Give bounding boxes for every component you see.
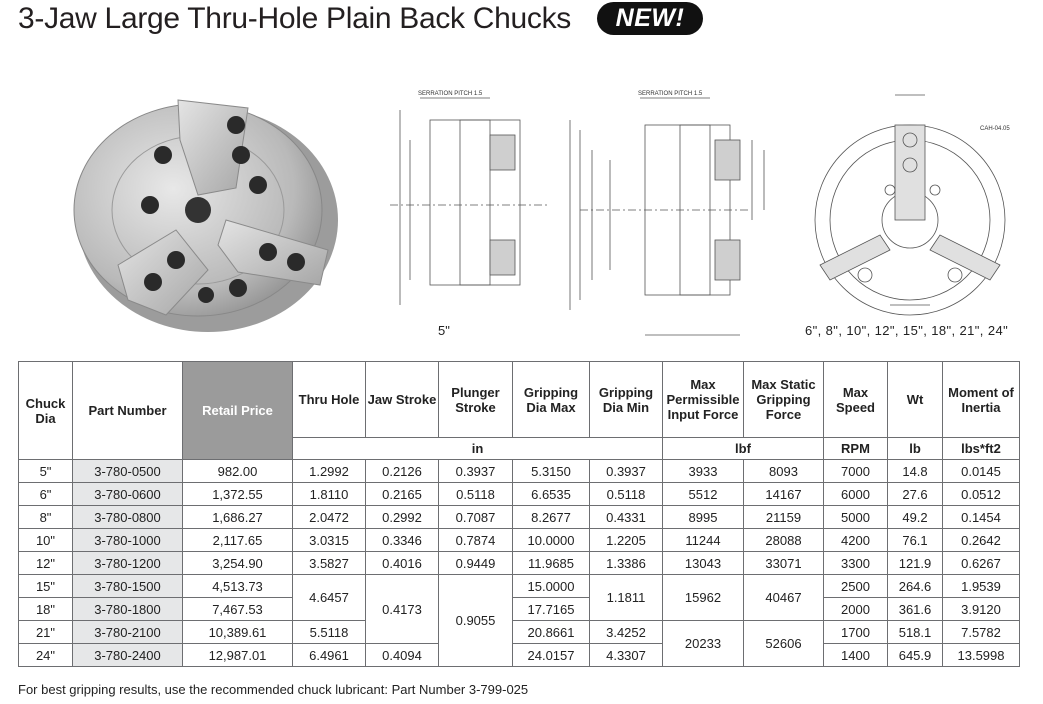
header-retail-price: Retail Price [183, 362, 293, 460]
cell-thru: 4.6457 [293, 575, 366, 621]
cell-wt: 49.2 [888, 506, 943, 529]
page-title: 3-Jaw Large Thru-Hole Plain Back Chucks [18, 2, 571, 35]
table-row [19, 598, 1020, 621]
cell-gmin: 0.5118 [590, 483, 663, 506]
cell-price: 4,513.73 [183, 575, 293, 598]
header-inertia: Moment of Inertia [943, 362, 1020, 438]
cell-inertia: 13.5998 [943, 644, 1020, 667]
cell-gmax: 10.0000 [513, 529, 590, 552]
cell-dia: 6" [19, 483, 73, 506]
unit-lbsft2: lbs*ft2 [943, 438, 1020, 460]
cell-static: 21159 [744, 506, 824, 529]
cell-plunger: 0.9055 [439, 575, 513, 667]
cell-static: 8093 [744, 460, 824, 483]
cell-wt: 518.1 [888, 621, 943, 644]
cell-price: 1,372.55 [183, 483, 293, 506]
serration-label-large: SERRATION PITCH 1.5 [638, 91, 703, 97]
cell-gmax: 20.8661 [513, 621, 590, 644]
cell-static: 33071 [744, 552, 824, 575]
unit-rpm: RPM [824, 438, 888, 460]
cell-inertia: 0.2642 [943, 529, 1020, 552]
cell-static: 52606 [744, 621, 824, 667]
cell-gmax: 11.9685 [513, 552, 590, 575]
header-jaw-stroke: Jaw Stroke [366, 362, 439, 438]
cell-speed: 7000 [824, 460, 888, 483]
cell-thru: 1.2992 [293, 460, 366, 483]
cell-wt: 14.8 [888, 460, 943, 483]
cell-gmin: 1.3386 [590, 552, 663, 575]
cell-part: 3-780-0800 [73, 506, 183, 529]
cell-dia: 18" [19, 598, 73, 621]
table-row [19, 621, 1020, 644]
header-plunger-stroke: Plunger Stroke [439, 362, 513, 438]
cell-thru: 3.5827 [293, 552, 366, 575]
cell-plunger: 0.7874 [439, 529, 513, 552]
cell-thru: 1.8110 [293, 483, 366, 506]
cell-thru: 5.5118 [293, 621, 366, 644]
cell-inertia: 0.0512 [943, 483, 1020, 506]
cell-price: 1,686.27 [183, 506, 293, 529]
cell-inertia: 0.0145 [943, 460, 1020, 483]
cell-plunger: 0.5118 [439, 483, 513, 506]
cell-part: 3-780-0600 [73, 483, 183, 506]
cell-inertia: 0.1454 [943, 506, 1020, 529]
cell-speed: 4200 [824, 529, 888, 552]
header-max-speed: Max Speed [824, 362, 888, 438]
cell-input: 15962 [663, 575, 744, 621]
cell-thru: 3.0315 [293, 529, 366, 552]
figure-label-small: 5" [438, 323, 450, 338]
cell-price: 3,254.90 [183, 552, 293, 575]
cell-dia: 12" [19, 552, 73, 575]
new-badge: NEW! [597, 2, 703, 35]
cell-gmin: 1.2205 [590, 529, 663, 552]
cell-gmin: 0.3937 [590, 460, 663, 483]
cell-input: 5512 [663, 483, 744, 506]
unit-lb: lb [888, 438, 943, 460]
table-row [19, 644, 1020, 667]
cell-price: 2,117.65 [183, 529, 293, 552]
cell-input: 11244 [663, 529, 744, 552]
cell-inertia: 7.5782 [943, 621, 1020, 644]
cell-input: 20233 [663, 621, 744, 667]
cell-dia: 5" [19, 460, 73, 483]
cell-gmin: 4.3307 [590, 644, 663, 667]
cell-part: 3-780-1800 [73, 598, 183, 621]
cell-gmax: 5.3150 [513, 460, 590, 483]
cell-part: 3-780-1000 [73, 529, 183, 552]
cell-jaw: 0.4094 [366, 644, 439, 667]
cell-input: 13043 [663, 552, 744, 575]
cell-static: 14167 [744, 483, 824, 506]
cell-inertia: 3.9120 [943, 598, 1020, 621]
cell-price: 982.00 [183, 460, 293, 483]
cell-jaw: 0.2126 [366, 460, 439, 483]
cah-label: CAH-04.05 [980, 126, 1010, 132]
cell-dia: 21" [19, 621, 73, 644]
technical-drawings [360, 80, 1030, 350]
cell-wt: 264.6 [888, 575, 943, 598]
header-max-input-force: Max Permissible Input Force [663, 362, 744, 438]
header-max-static-force: Max Static Gripping Force [744, 362, 824, 438]
cell-static: 40467 [744, 575, 824, 621]
header-chuck-dia: Chuck Dia [19, 362, 73, 460]
cell-dia: 24" [19, 644, 73, 667]
cell-wt: 361.6 [888, 598, 943, 621]
cell-jaw: 0.2992 [366, 506, 439, 529]
header-gripping-max: Gripping Dia Max [513, 362, 590, 438]
cell-input: 8995 [663, 506, 744, 529]
cell-part: 3-780-2400 [73, 644, 183, 667]
cell-plunger: 0.3937 [439, 460, 513, 483]
unit-lbf: lbf [663, 438, 824, 460]
cell-speed: 2500 [824, 575, 888, 598]
table-row [19, 575, 1020, 598]
cell-jaw: 0.4016 [366, 552, 439, 575]
spec-table [18, 361, 1020, 667]
header-part-number: Part Number [73, 362, 183, 460]
cell-part: 3-780-1200 [73, 552, 183, 575]
cell-thru: 6.4961 [293, 644, 366, 667]
table-row [19, 483, 1020, 506]
serration-label-small: SERRATION PITCH 1.5 [418, 91, 483, 97]
cell-gmax: 6.6535 [513, 483, 590, 506]
cell-static: 28088 [744, 529, 824, 552]
cell-wt: 645.9 [888, 644, 943, 667]
header-gripping-min: Gripping Dia Min [590, 362, 663, 438]
cell-price: 7,467.53 [183, 598, 293, 621]
cell-speed: 6000 [824, 483, 888, 506]
cell-gmin: 1.1811 [590, 575, 663, 621]
cell-plunger: 0.7087 [439, 506, 513, 529]
cell-part: 3-780-0500 [73, 460, 183, 483]
cell-jaw: 0.2165 [366, 483, 439, 506]
cell-gmax: 24.0157 [513, 644, 590, 667]
cell-thru: 2.0472 [293, 506, 366, 529]
figure-label-large: 6", 8", 10", 12", 15", 18", 21", 24" [805, 323, 1009, 338]
header-wt: Wt [888, 362, 943, 438]
cell-price: 10,389.61 [183, 621, 293, 644]
cell-speed: 1400 [824, 644, 888, 667]
cell-part: 3-780-1500 [73, 575, 183, 598]
cell-dia: 15" [19, 575, 73, 598]
cell-wt: 76.1 [888, 529, 943, 552]
cell-gmax: 17.7165 [513, 598, 590, 621]
cell-inertia: 1.9539 [943, 575, 1020, 598]
cell-dia: 8" [19, 506, 73, 529]
cell-jaw: 0.3346 [366, 529, 439, 552]
header-thru-hole: Thru Hole [293, 362, 366, 438]
unit-in: in [293, 438, 663, 460]
cell-dia: 10" [19, 529, 73, 552]
footer-note: For best gripping results, use the recommended chuck lubricant: Part Number 3-799-025 [18, 682, 529, 697]
table-row [19, 460, 1020, 483]
cell-gmax: 8.2677 [513, 506, 590, 529]
table-row [19, 552, 1020, 575]
cell-gmin: 0.4331 [590, 506, 663, 529]
cell-speed: 3300 [824, 552, 888, 575]
cell-input: 3933 [663, 460, 744, 483]
cell-jaw: 0.4173 [366, 575, 439, 644]
cell-wt: 121.9 [888, 552, 943, 575]
cell-gmax: 15.0000 [513, 575, 590, 598]
cell-part: 3-780-2100 [73, 621, 183, 644]
cell-price: 12,987.01 [183, 644, 293, 667]
chuck-photo [58, 80, 348, 340]
cell-inertia: 0.6267 [943, 552, 1020, 575]
cell-plunger: 0.9449 [439, 552, 513, 575]
cell-gmin: 3.4252 [590, 621, 663, 644]
table-row [19, 506, 1020, 529]
table-row [19, 529, 1020, 552]
cell-wt: 27.6 [888, 483, 943, 506]
cell-speed: 1700 [824, 621, 888, 644]
cell-speed: 2000 [824, 598, 888, 621]
cell-speed: 5000 [824, 506, 888, 529]
